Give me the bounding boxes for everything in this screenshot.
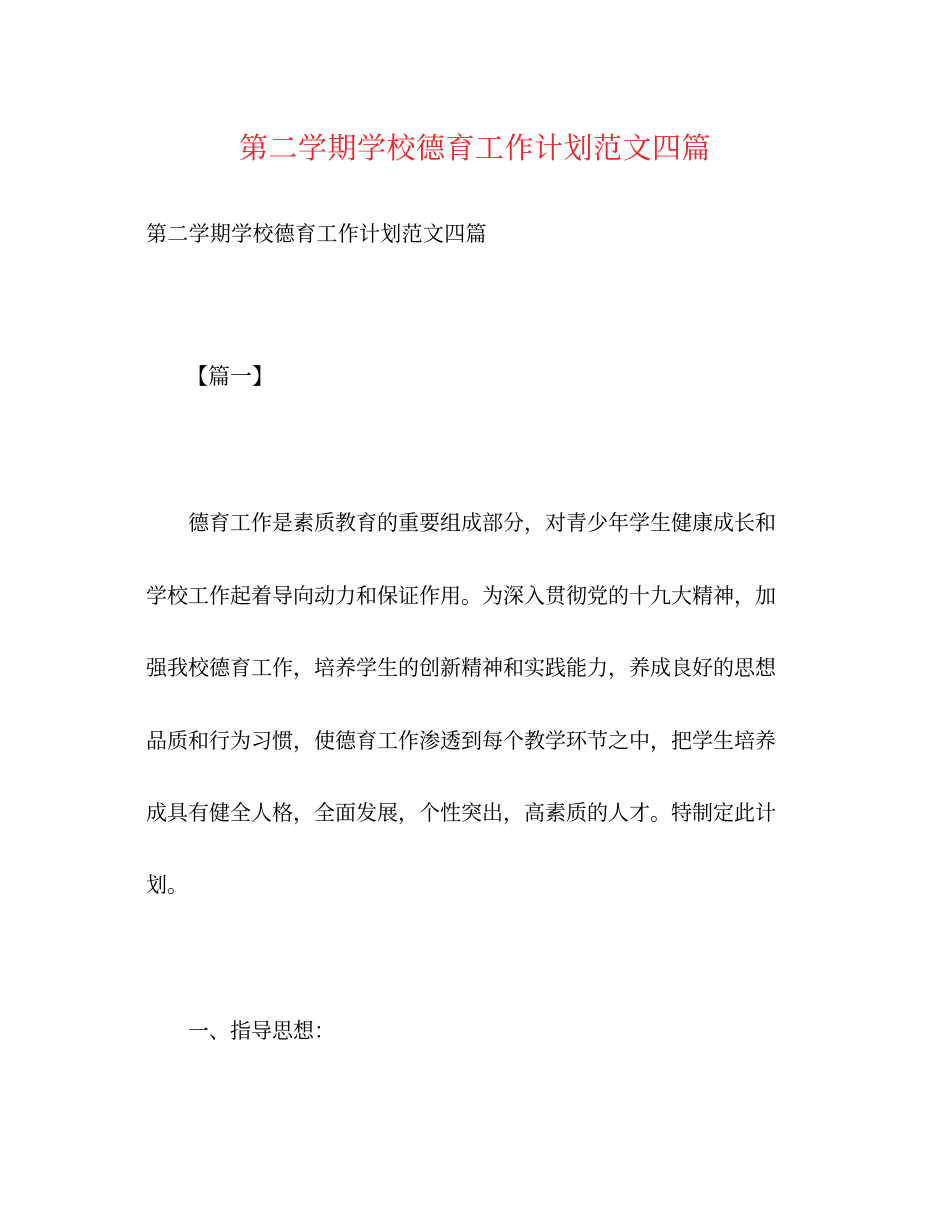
paragraph-line: 德育工作是素质教育的重要组成部分，对青少年学生健康成长和 <box>188 511 776 535</box>
paragraph-line: 学校工作起着导向动力和保证作用。为深入贯彻党的十九大精神，加 <box>146 584 776 608</box>
paragraph-line: 强我校德育工作，培养学生的创新精神和实践能力，养成良好的思想 <box>146 656 776 680</box>
section-marker: 【篇一】 <box>186 365 275 390</box>
document-title: 第二学期学校德育工作计划范文四篇 <box>238 131 711 165</box>
document-subtitle: 第二学期学校德育工作计划范文四篇 <box>146 222 487 246</box>
section-heading: 一、指导思想： <box>188 1019 335 1043</box>
paragraph-line: 品质和行为习惯，使德育工作渗透到每个教学环节之中，把学生培养 <box>146 729 776 753</box>
paragraph-line: 划。 <box>146 873 188 897</box>
paragraph-line: 成具有健全人格，全面发展，个性突出，高素质的人才。特制定此计 <box>146 801 776 825</box>
